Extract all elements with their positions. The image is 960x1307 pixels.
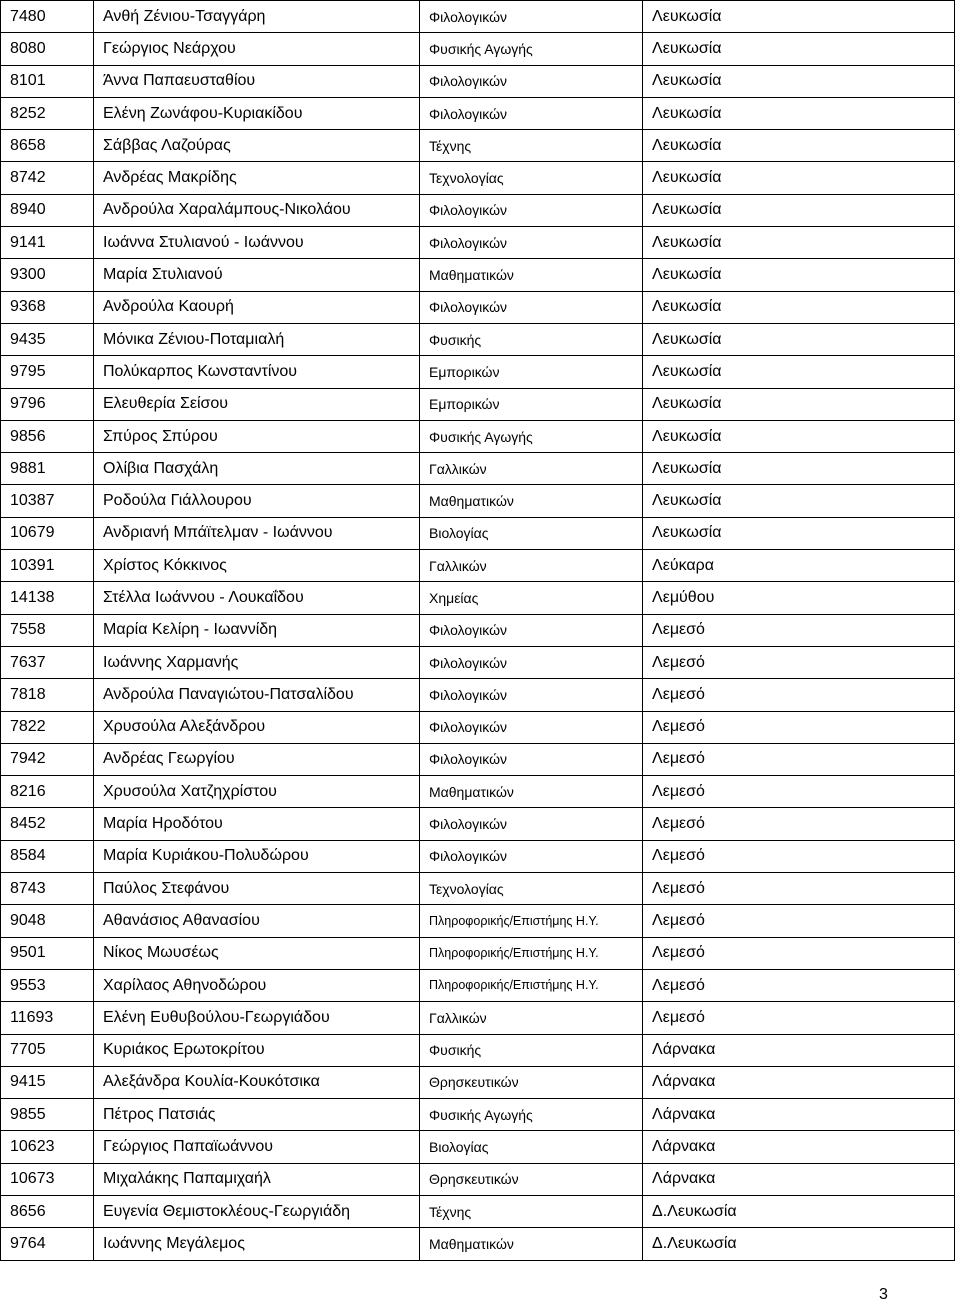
teacher-id-cell: 7942 <box>1 743 94 775</box>
city-cell: Λεμεσό <box>643 905 955 937</box>
city-cell: Λευκωσία <box>643 356 955 388</box>
teacher-name-cell: Ιωάννης Μεγάλεμος <box>94 1228 420 1260</box>
city-cell: Λεμεσό <box>643 840 955 872</box>
subject-cell: Τεχνολογίας <box>420 873 643 905</box>
teacher-name-cell: Μαρία Στυλιανού <box>94 259 420 291</box>
table-row <box>1 227 955 259</box>
subject-cell: Γαλλικών <box>420 550 643 582</box>
table-row <box>1 162 955 194</box>
teacher-name-cell: Γεώργιος Παπαϊωάννου <box>94 1131 420 1163</box>
city-cell: Λευκωσία <box>643 194 955 226</box>
table-row <box>1 1099 955 1131</box>
city-cell: Λευκωσία <box>643 97 955 129</box>
teacher-id-cell: 7705 <box>1 1034 94 1066</box>
teacher-id-cell: 8216 <box>1 776 94 808</box>
teacher-id-cell: 9501 <box>1 937 94 969</box>
teacher-name-cell: Ελευθερία Σείσου <box>94 388 420 420</box>
table-row <box>1 517 955 549</box>
table-row <box>1 65 955 97</box>
table-row <box>1 743 955 775</box>
teacher-name-cell: Σάββας Λαζούρας <box>94 130 420 162</box>
table-row <box>1 291 955 323</box>
city-cell: Λευκωσία <box>643 517 955 549</box>
teacher-name-cell: Ελένη Ευθυβούλου-Γεωργιάδου <box>94 1002 420 1034</box>
teacher-name-cell: Χρίστος Κόκκινος <box>94 550 420 582</box>
teacher-id-cell: 10387 <box>1 485 94 517</box>
teacher-id-cell: 9764 <box>1 1228 94 1260</box>
teacher-id-cell: 9796 <box>1 388 94 420</box>
teacher-id-cell: 9141 <box>1 227 94 259</box>
teacher-id-cell: 9855 <box>1 1099 94 1131</box>
table-row <box>1 646 955 678</box>
teacher-id-cell: 8452 <box>1 808 94 840</box>
teacher-id-cell: 8584 <box>1 840 94 872</box>
subject-cell: Τεχνολογίας <box>420 162 643 194</box>
city-cell: Λεμεσό <box>643 614 955 646</box>
subject-cell: Φυσικής Αγωγής <box>420 33 643 65</box>
teacher-name-cell: Αλεξάνδρα Κουλία-Κουκότσικα <box>94 1066 420 1098</box>
table-row <box>1 679 955 711</box>
subject-cell: Τέχνης <box>420 1195 643 1227</box>
teacher-id-cell: 14138 <box>1 582 94 614</box>
city-cell: Λεμεσό <box>643 711 955 743</box>
teacher-name-cell: Χρυσούλα Αλεξάνδρου <box>94 711 420 743</box>
teacher-name-cell: Ανδρούλα Χαραλάμπους-Νικολάου <box>94 194 420 226</box>
teacher-name-cell: Μόνικα Ζένιου-Ποταμιαλή <box>94 323 420 355</box>
city-cell: Δ.Λευκωσία <box>643 1195 955 1227</box>
subject-cell: Φυσικής Αγωγής <box>420 420 643 452</box>
table-row <box>1 937 955 969</box>
teacher-id-cell: 9368 <box>1 291 94 323</box>
subject-cell: Φιλολογικών <box>420 679 643 711</box>
subject-cell: Γαλλικών <box>420 453 643 485</box>
table-row <box>1 582 955 614</box>
teacher-id-cell: 7818 <box>1 679 94 711</box>
teacher-id-cell: 8252 <box>1 97 94 129</box>
teacher-name-cell: Ανδρούλα Καουρή <box>94 291 420 323</box>
city-cell: Λεμεσό <box>643 873 955 905</box>
table-row <box>1 905 955 937</box>
subject-cell: Βιολογίας <box>420 517 643 549</box>
teacher-id-cell: 8940 <box>1 194 94 226</box>
subject-cell: Θρησκευτικών <box>420 1066 643 1098</box>
subject-cell: Φιλολογικών <box>420 743 643 775</box>
teacher-name-cell: Αθανάσιος Αθανασίου <box>94 905 420 937</box>
teacher-name-cell: Ανδριανή Μπάϊτελμαν - Ιωάννου <box>94 517 420 549</box>
table-row <box>1 550 955 582</box>
subject-cell: Χημείας <box>420 582 643 614</box>
subject-cell: Πληροφορικής/Επιστήμης Η.Υ. <box>420 905 643 937</box>
city-cell: Λάρνακα <box>643 1131 955 1163</box>
subject-cell: Φιλολογικών <box>420 614 643 646</box>
city-cell: Λευκωσία <box>643 259 955 291</box>
teacher-id-cell: 11693 <box>1 1002 94 1034</box>
city-cell: Λάρνακα <box>643 1163 955 1195</box>
city-cell: Λευκωσία <box>643 485 955 517</box>
teacher-id-cell: 10673 <box>1 1163 94 1195</box>
teacher-id-cell: 8658 <box>1 130 94 162</box>
subject-cell: Φιλολογικών <box>420 227 643 259</box>
subject-cell: Φιλολογικών <box>420 194 643 226</box>
city-cell: Λευκωσία <box>643 420 955 452</box>
table-row <box>1 130 955 162</box>
subject-cell: Φυσικής <box>420 323 643 355</box>
subject-cell: Εμπορικών <box>420 388 643 420</box>
subject-cell: Φιλολογικών <box>420 65 643 97</box>
subject-cell: Μαθηματικών <box>420 1228 643 1260</box>
teacher-name-cell: Σπύρος Σπύρου <box>94 420 420 452</box>
city-cell: Λευκωσία <box>643 65 955 97</box>
subject-cell: Θρησκευτικών <box>420 1163 643 1195</box>
teacher-id-cell: 9795 <box>1 356 94 388</box>
subject-cell: Βιολογίας <box>420 1131 643 1163</box>
city-cell: Λεμεσό <box>643 743 955 775</box>
subject-cell: Φιλολογικών <box>420 711 643 743</box>
table-row <box>1 453 955 485</box>
city-cell: Λεμεσό <box>643 937 955 969</box>
city-cell: Λεμύθου <box>643 582 955 614</box>
table-row <box>1 485 955 517</box>
teacher-id-cell: 8743 <box>1 873 94 905</box>
teacher-id-cell: 9435 <box>1 323 94 355</box>
table-row <box>1 1228 955 1260</box>
subject-cell: Πληροφορικής/Επιστήμης Η.Υ. <box>420 937 643 969</box>
teacher-name-cell: Παύλος Στεφάνου <box>94 873 420 905</box>
table-row <box>1 97 955 129</box>
city-cell: Λάρνακα <box>643 1099 955 1131</box>
city-cell: Δ.Λευκωσία <box>643 1228 955 1260</box>
teacher-id-cell: 9856 <box>1 420 94 452</box>
table-row <box>1 614 955 646</box>
city-cell: Λευκωσία <box>643 130 955 162</box>
teacher-id-cell: 10623 <box>1 1131 94 1163</box>
teacher-name-cell: Ανδρούλα Παναγιώτου-Πατσαλίδου <box>94 679 420 711</box>
table-row <box>1 873 955 905</box>
subject-cell: Τέχνης <box>420 130 643 162</box>
subject-cell: Φυσικής <box>420 1034 643 1066</box>
subject-cell: Φυσικής Αγωγής <box>420 1099 643 1131</box>
subject-cell: Εμπορικών <box>420 356 643 388</box>
table-row <box>1 259 955 291</box>
teacher-name-cell: Ελένη Ζωνάφου-Κυριακίδου <box>94 97 420 129</box>
table-row <box>1 776 955 808</box>
teacher-name-cell: Χαρίλαος Αθηνοδώρου <box>94 969 420 1001</box>
teacher-name-cell: Ιωάννης Χαρμανής <box>94 646 420 678</box>
city-cell: Λευκωσία <box>643 323 955 355</box>
city-cell: Λεμεσό <box>643 679 955 711</box>
teacher-name-cell: Άννα Παπαευσταθίου <box>94 65 420 97</box>
teacher-id-cell: 7558 <box>1 614 94 646</box>
table-row <box>1 356 955 388</box>
table-row <box>1 1002 955 1034</box>
table-row <box>1 1195 955 1227</box>
table-row <box>1 33 955 65</box>
table-row <box>1 1034 955 1066</box>
subject-cell: Μαθηματικών <box>420 259 643 291</box>
table-row <box>1 323 955 355</box>
teacher-id-cell: 9553 <box>1 969 94 1001</box>
teacher-name-cell: Πέτρος Πατσιάς <box>94 1099 420 1131</box>
teacher-name-cell: Ολίβια Πασχάλη <box>94 453 420 485</box>
teacher-name-cell: Ευγενία Θεμιστοκλέους-Γεωργιάδη <box>94 1195 420 1227</box>
teacher-id-cell: 8080 <box>1 33 94 65</box>
teacher-name-cell: Μαρία Ηροδότου <box>94 808 420 840</box>
table-row <box>1 194 955 226</box>
teacher-id-cell: 7480 <box>1 1 94 33</box>
teacher-name-cell: Ροδούλα Γιάλλουρου <box>94 485 420 517</box>
city-cell: Λευκωσία <box>643 33 955 65</box>
teacher-name-cell: Μιχαλάκης Παπαμιχαήλ <box>94 1163 420 1195</box>
subject-cell: Φιλολογικών <box>420 808 643 840</box>
teacher-name-cell: Πολύκαρπος Κωνσταντίνου <box>94 356 420 388</box>
teacher-name-cell: Νίκος Μωυσέως <box>94 937 420 969</box>
city-cell: Λευκωσία <box>643 1 955 33</box>
teacher-id-cell: 9048 <box>1 905 94 937</box>
table-row <box>1 1131 955 1163</box>
table-row <box>1 1 955 33</box>
city-cell: Λευκωσία <box>643 291 955 323</box>
subject-cell: Φιλολογικών <box>420 840 643 872</box>
teacher-name-cell: Ανδρέας Μακρίδης <box>94 162 420 194</box>
city-cell: Λεμεσό <box>643 969 955 1001</box>
table-row <box>1 969 955 1001</box>
teacher-name-cell: Κυριάκος Ερωτοκρίτου <box>94 1034 420 1066</box>
subject-cell: Γαλλικών <box>420 1002 643 1034</box>
teacher-name-cell: Ανδρέας Γεωργίου <box>94 743 420 775</box>
city-cell: Λεμεσό <box>643 808 955 840</box>
teacher-name-cell: Μαρία Κυριάκου-Πολυδώρου <box>94 840 420 872</box>
teacher-id-cell: 10679 <box>1 517 94 549</box>
teacher-name-cell: Ανθή Ζένιου-Τσαγγάρη <box>94 1 420 33</box>
teacher-id-cell: 7637 <box>1 646 94 678</box>
city-cell: Λεμεσό <box>643 1002 955 1034</box>
teacher-name-cell: Μαρία Κελίρη - Ιωαννίδη <box>94 614 420 646</box>
teacher-id-cell: 9415 <box>1 1066 94 1098</box>
teacher-name-cell: Γεώργιος Νεάρχου <box>94 33 420 65</box>
roster-table-body <box>1 1 955 1261</box>
city-cell: Λεμεσό <box>643 776 955 808</box>
city-cell: Λευκωσία <box>643 162 955 194</box>
teacher-id-cell: 9300 <box>1 259 94 291</box>
table-row <box>1 420 955 452</box>
subject-cell: Μαθηματικών <box>420 485 643 517</box>
table-row <box>1 808 955 840</box>
subject-cell: Μαθηματικών <box>420 776 643 808</box>
page-number: 3 <box>879 1286 888 1303</box>
subject-cell: Φιλολογικών <box>420 646 643 678</box>
table-row <box>1 388 955 420</box>
table-row <box>1 840 955 872</box>
city-cell: Λεμεσό <box>643 646 955 678</box>
teacher-name-cell: Ιωάννα Στυλιανού - Ιωάννου <box>94 227 420 259</box>
subject-cell: Πληροφορικής/Επιστήμης Η.Υ. <box>420 969 643 1001</box>
city-cell: Λάρνακα <box>643 1034 955 1066</box>
table-row <box>1 1066 955 1098</box>
teacher-id-cell: 7822 <box>1 711 94 743</box>
teacher-id-cell: 8656 <box>1 1195 94 1227</box>
subject-cell: Φιλολογικών <box>420 97 643 129</box>
city-cell: Λευκωσία <box>643 388 955 420</box>
subject-cell: Φιλολογικών <box>420 291 643 323</box>
city-cell: Λευκωσία <box>643 453 955 485</box>
teacher-name-cell: Στέλλα Ιωάννου - Λουκαΐδου <box>94 582 420 614</box>
city-cell: Λευκωσία <box>643 227 955 259</box>
city-cell: Λεύκαρα <box>643 550 955 582</box>
teacher-name-cell: Χρυσούλα Χατζηχρίστου <box>94 776 420 808</box>
teacher-id-cell: 10391 <box>1 550 94 582</box>
table-row <box>1 1163 955 1195</box>
city-cell: Λάρνακα <box>643 1066 955 1098</box>
table-row <box>1 711 955 743</box>
teacher-id-cell: 8101 <box>1 65 94 97</box>
teacher-id-cell: 9881 <box>1 453 94 485</box>
subject-cell: Φιλολογικών <box>420 1 643 33</box>
teacher-id-cell: 8742 <box>1 162 94 194</box>
